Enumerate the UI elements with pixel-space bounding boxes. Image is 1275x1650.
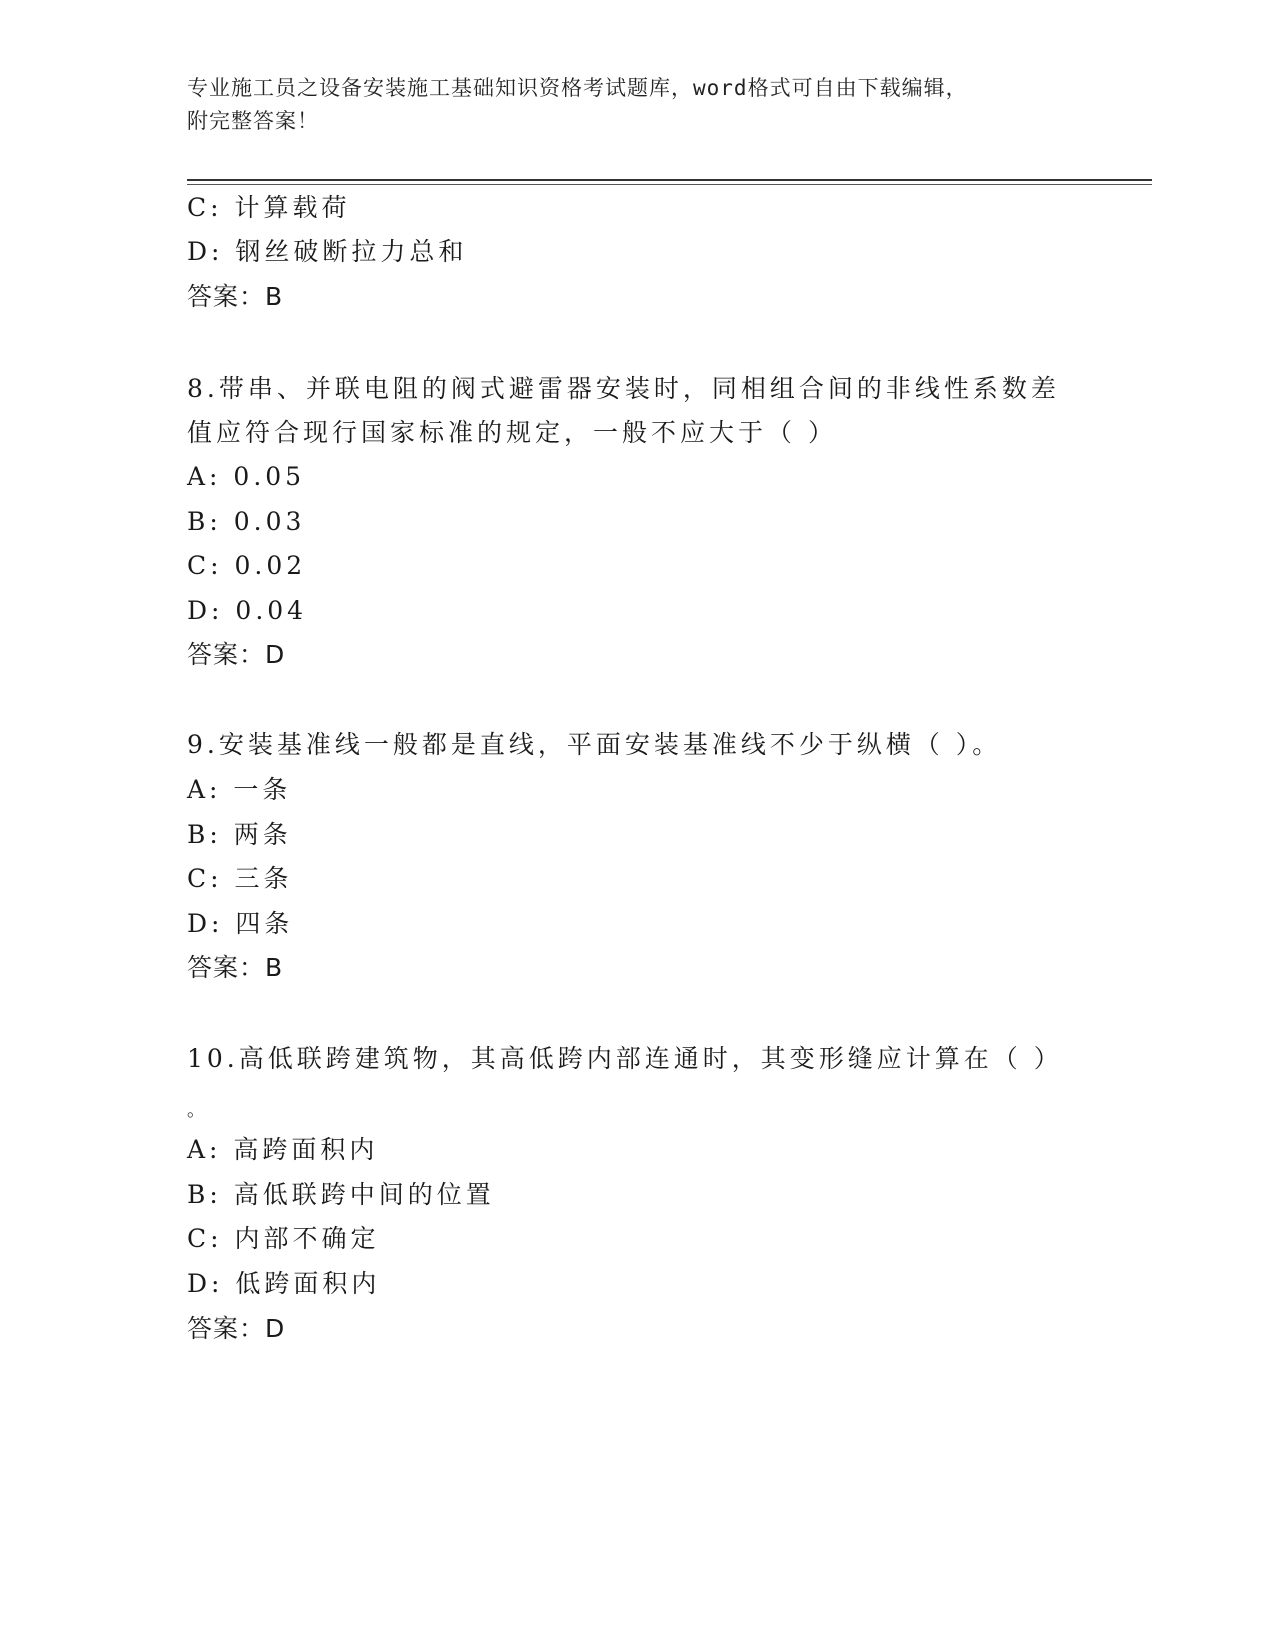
- q9-option-a: A: 一条: [187, 775, 292, 804]
- q7-option-d: D: 钢丝破断拉力总和: [187, 237, 468, 266]
- q10-stem-line-1: 10.高低联跨建筑物，其高低跨内部连通时，其变形缝应计算在（ ）: [187, 1044, 1063, 1073]
- q8-option-b: B: 0.03: [187, 507, 306, 536]
- document-header: [187, 72, 1067, 138]
- q9-stem: 9.安装基准线一般都是直线，平面安装基准线不少于纵横（ ）。: [187, 730, 1002, 759]
- q10-option-a: A: 高跨面积内: [187, 1135, 379, 1164]
- q10-option-b: B: 高低联跨中间的位置: [187, 1180, 495, 1209]
- q10-stem-line-2: 。: [187, 1100, 209, 1121]
- q10-option-d: D: 低跨面积内: [187, 1269, 381, 1298]
- q9-option-c: C: 三条: [187, 864, 293, 893]
- q7-answer: 答案：B: [187, 282, 284, 311]
- q8-stem-line-1: 8.带串、并联电阻的阀式避雷器安装时，同相组合间的非线性系数差: [187, 374, 1060, 403]
- q7-option-c: C: 计算载荷: [187, 193, 351, 222]
- header-line-2: 附完整答案！: [187, 109, 319, 133]
- q8-stem-line-2: 值应符合现行国家标准的规定，一般不应大于（ ）: [187, 418, 837, 447]
- q10-answer: 答案：D: [187, 1314, 286, 1343]
- q8-option-d: D: 0.04: [187, 596, 308, 625]
- q9-option-b: B: 两条: [187, 820, 292, 849]
- header-rule-thick: [187, 179, 1152, 181]
- q8-option-a: A: 0.05: [187, 462, 306, 491]
- q10-option-c: C: 内部不确定: [187, 1224, 380, 1253]
- q9-option-d: D: 四条: [187, 909, 294, 938]
- header-rule-thin: [187, 184, 1152, 185]
- header-line-1: 专业施工员之设备安装施工基础知识资格考试题库，word格式可自由下载编辑，: [187, 76, 968, 100]
- q9-answer: 答案：B: [187, 953, 284, 982]
- q8-option-c: C: 0.02: [187, 551, 307, 580]
- q8-answer: 答案：D: [187, 640, 286, 669]
